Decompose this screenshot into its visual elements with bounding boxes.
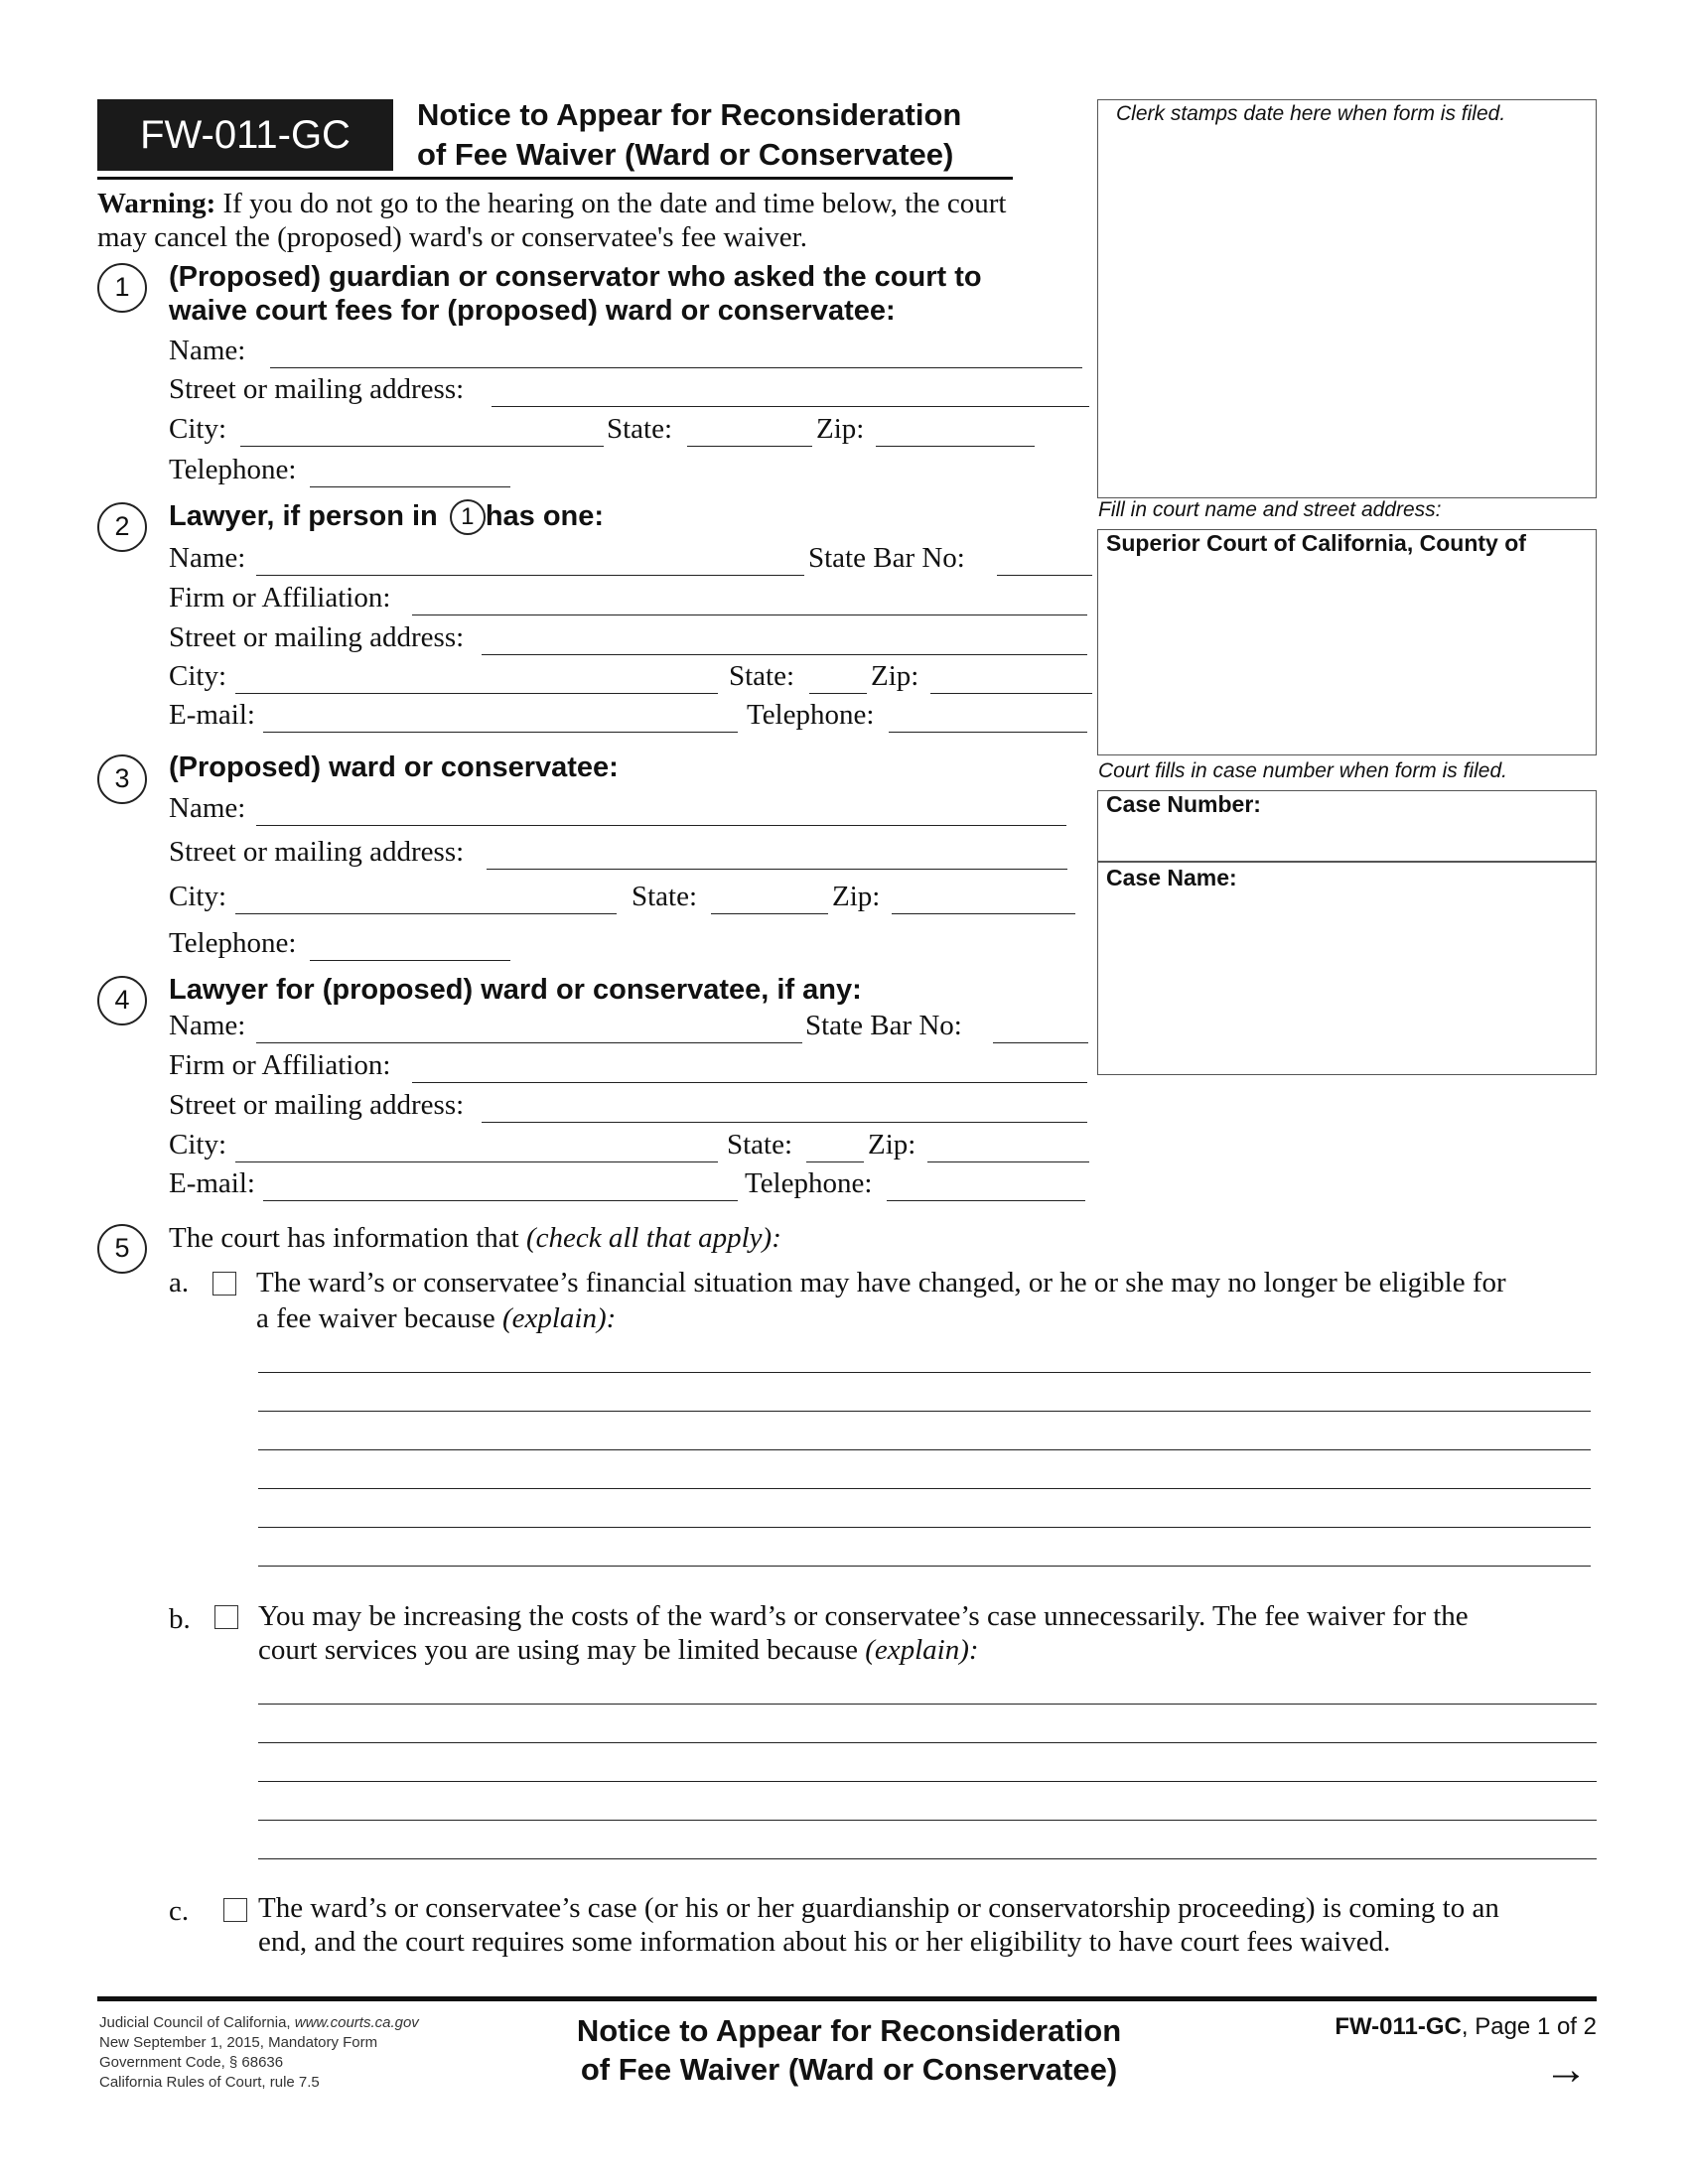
item-b-explain-line-2[interactable] <box>258 1742 1597 1743</box>
case-number-box[interactable] <box>1097 790 1597 862</box>
s2-zip-label: Zip: <box>871 660 919 692</box>
footer-rules: California Rules of Court, rule 7.5 <box>99 2074 320 2091</box>
s4-city-field[interactable] <box>235 1161 718 1162</box>
form-title-line2: of Fee Waiver (Ward or Conservatee) <box>417 137 954 172</box>
footer-title-line2: of Fee Waiver (Ward or Conservatee) <box>580 2052 1118 2087</box>
item-a-explain: (explain): <box>501 1302 617 1334</box>
s2-telephone-field[interactable] <box>889 732 1087 733</box>
s3-street-label: Street or mailing address: <box>169 836 465 868</box>
footer-council: Judicial Council of California, <box>99 2014 291 2031</box>
s2-city-label: City: <box>169 660 227 692</box>
s4-zip-field[interactable] <box>927 1161 1089 1162</box>
item-a-letter: a. <box>169 1267 190 1298</box>
item-a-line2 <box>256 1301 616 1335</box>
next-page-arrow-icon[interactable]: → <box>1544 2045 1588 2094</box>
s3-name-label: Name: <box>169 792 246 824</box>
footer-website[interactable]: www.courts.ca.gov <box>294 2014 419 2031</box>
item-a-line2-text: a fee waiver because <box>256 1302 495 1334</box>
section-4-heading: Lawyer for (proposed) ward or conservatee, if any: <box>169 974 862 1006</box>
s4-street-field[interactable] <box>482 1122 1087 1123</box>
item-a-explain-line-4[interactable] <box>258 1488 1591 1489</box>
item-c-checkbox[interactable] <box>223 1898 247 1922</box>
section-1-heading-line2: waive court fees for (proposed) ward or conservatee: <box>169 295 896 327</box>
s3-zip-label: Zip: <box>832 881 881 912</box>
s2-firm-field[interactable] <box>412 614 1087 615</box>
item-b-explain-line-5[interactable] <box>258 1858 1597 1859</box>
section-2-heading <box>169 499 604 535</box>
case-number-hint: Court fills in case number when form is filed. <box>1098 759 1507 782</box>
item-a-explain-line-2[interactable] <box>258 1411 1591 1412</box>
s1-name-field[interactable] <box>270 367 1082 368</box>
item-b-checkbox[interactable] <box>214 1605 238 1629</box>
s1-telephone-label: Telephone: <box>169 454 297 485</box>
footer-gov-code: Government Code, § 68636 <box>99 2054 284 2071</box>
s1-city-field[interactable] <box>240 446 604 447</box>
s2-firm-label: Firm or Affiliation: <box>169 582 391 614</box>
warning-text <box>97 187 1070 254</box>
item-b-explain-line-4[interactable] <box>258 1820 1597 1821</box>
footer-revised: New September 1, 2015, Mandatory Form <box>99 2034 378 2051</box>
case-name-box[interactable] <box>1097 862 1597 1075</box>
section-5-number: 5 <box>97 1224 147 1274</box>
s4-name-label: Name: <box>169 1010 246 1041</box>
item-b-explain-line-3[interactable] <box>258 1781 1597 1782</box>
item-a-explain-line-5[interactable] <box>258 1527 1591 1528</box>
s2-statebar-label: State Bar No: <box>808 542 965 574</box>
s2-email-label: E-mail: <box>169 699 255 731</box>
section-2-ref-circle: 1 <box>450 499 486 535</box>
form-id-badge <box>97 99 393 171</box>
s4-statebar-label: State Bar No: <box>805 1010 962 1041</box>
s1-state-field[interactable] <box>687 446 812 447</box>
s1-telephone-field[interactable] <box>310 486 510 487</box>
item-a-line1: The ward’s or conservatee’s financial situation may have changed, or he or she may no longer be eligible for <box>256 1267 1506 1298</box>
section-2-prefix: Lawyer, if person in <box>169 500 438 532</box>
s3-name-field[interactable] <box>256 825 1066 826</box>
item-b-line2-text: court services you are using may be limited because <box>258 1634 858 1666</box>
section-5-intro <box>169 1221 781 1255</box>
form-id: FW-011-GC <box>140 113 351 157</box>
s2-state-label: State: <box>729 660 795 692</box>
court-name-box[interactable] <box>1097 529 1597 755</box>
s2-city-field[interactable] <box>235 693 718 694</box>
footer-page-number: , Page 1 of 2 <box>1461 2013 1597 2040</box>
s4-state-field[interactable] <box>806 1161 864 1162</box>
s1-state-label: State: <box>607 413 673 445</box>
footer-title-line1: Notice to Appear for Reconsideration <box>576 2013 1122 2048</box>
court-name: Superior Court of California, County of <box>1106 530 1526 556</box>
clerk-stamp-label: Clerk stamps date here when form is filed. <box>1116 102 1506 125</box>
s2-zip-field[interactable] <box>930 693 1092 694</box>
s4-telephone-field[interactable] <box>887 1200 1085 1201</box>
s3-state-field[interactable] <box>711 913 828 914</box>
s2-email-field[interactable] <box>263 732 738 733</box>
item-a-checkbox[interactable] <box>212 1272 236 1296</box>
warning-line2: may cancel the (proposed) ward's or conservatee's fee waiver. <box>97 221 807 253</box>
s4-zip-label: Zip: <box>868 1129 916 1160</box>
footer-form-id: FW-011-GC <box>1335 2013 1462 2040</box>
case-number-label: Case Number: <box>1106 791 1261 817</box>
section-5-intro-text: The court has information that <box>169 1222 519 1254</box>
footer-page-info <box>1291 2013 1597 2041</box>
section-1-heading-line1: (Proposed) guardian or conservator who asked the court to <box>169 261 982 293</box>
s4-statebar-field[interactable] <box>993 1042 1088 1043</box>
s4-firm-field[interactable] <box>412 1082 1087 1083</box>
form-title <box>417 95 961 175</box>
s4-telephone-label: Telephone: <box>745 1167 873 1199</box>
section-2-suffix: has one: <box>485 500 605 532</box>
section-1-number: 1 <box>97 263 147 313</box>
s1-zip-field[interactable] <box>876 446 1035 447</box>
section-3-heading: (Proposed) ward or conservatee: <box>169 751 619 783</box>
item-b-explain-line-1[interactable] <box>258 1704 1597 1705</box>
s3-city-field[interactable] <box>235 913 617 914</box>
footer-rule <box>97 1996 1597 2001</box>
item-c-line1: The ward’s or conservatee’s case (or his or her guardianship or conservatorship proceeding) is coming to an <box>258 1892 1499 1924</box>
item-b-line2 <box>258 1633 979 1667</box>
s2-street-field[interactable] <box>482 654 1087 655</box>
court-fill-label: Fill in court name and street address: <box>1098 498 1442 521</box>
s4-email-label: E-mail: <box>169 1167 255 1199</box>
item-c-letter: c. <box>169 1895 190 1927</box>
section-3-number: 3 <box>97 754 147 804</box>
s4-firm-label: Firm or Affiliation: <box>169 1049 391 1081</box>
s2-name-label: Name: <box>169 542 246 574</box>
s3-zip-field[interactable] <box>892 913 1075 914</box>
footer-left <box>99 2013 419 2093</box>
s3-telephone-label: Telephone: <box>169 927 297 959</box>
s4-state-label: State: <box>727 1129 793 1160</box>
section-4-number: 4 <box>97 976 147 1025</box>
s4-email-field[interactable] <box>263 1200 738 1201</box>
s1-zip-label: Zip: <box>816 413 865 445</box>
s2-name-field[interactable] <box>256 575 804 576</box>
clerk-stamp-box <box>1097 99 1597 498</box>
header-rule <box>97 177 1013 180</box>
warning-line1: If you do not go to the hearing on the date and time below, the court <box>222 188 1007 219</box>
s4-street-label: Street or mailing address: <box>169 1089 465 1121</box>
warning-label: Warning: <box>97 188 216 219</box>
s2-street-label: Street or mailing address: <box>169 621 465 653</box>
s3-city-label: City: <box>169 881 227 912</box>
s3-street-field[interactable] <box>487 869 1067 870</box>
s2-state-field[interactable] <box>809 693 867 694</box>
item-a-explain-line-1[interactable] <box>258 1372 1591 1373</box>
s4-name-field[interactable] <box>256 1042 802 1043</box>
section-5-intro-italic: (check all that apply): <box>525 1222 781 1254</box>
s2-telephone-label: Telephone: <box>747 699 875 731</box>
item-b-letter: b. <box>169 1603 191 1635</box>
s3-telephone-field[interactable] <box>310 960 510 961</box>
s4-city-label: City: <box>169 1129 227 1160</box>
item-b-line1: You may be increasing the costs of the ward’s or conservatee’s case unnecessarily. The fee waiver for the <box>258 1600 1469 1632</box>
case-name-label: Case Name: <box>1106 865 1237 890</box>
s2-statebar-field[interactable] <box>997 575 1092 576</box>
item-a-explain-line-3[interactable] <box>258 1449 1591 1450</box>
s1-street-label: Street or mailing address: <box>169 373 465 405</box>
item-a-explain-line-6[interactable] <box>258 1566 1591 1567</box>
s3-state-label: State: <box>632 881 698 912</box>
item-b-explain: (explain): <box>865 1634 979 1666</box>
s1-city-label: City: <box>169 413 227 445</box>
s1-name-label: Name: <box>169 335 246 366</box>
footer-title <box>536 2011 1162 2089</box>
item-c-line2: end, and the court requires some information about his or her eligibility to have court fees waived. <box>258 1926 1391 1958</box>
s1-street-field[interactable] <box>492 406 1089 407</box>
section-2-number: 2 <box>97 502 147 552</box>
form-title-line1: Notice to Appear for Reconsideration <box>417 97 962 132</box>
